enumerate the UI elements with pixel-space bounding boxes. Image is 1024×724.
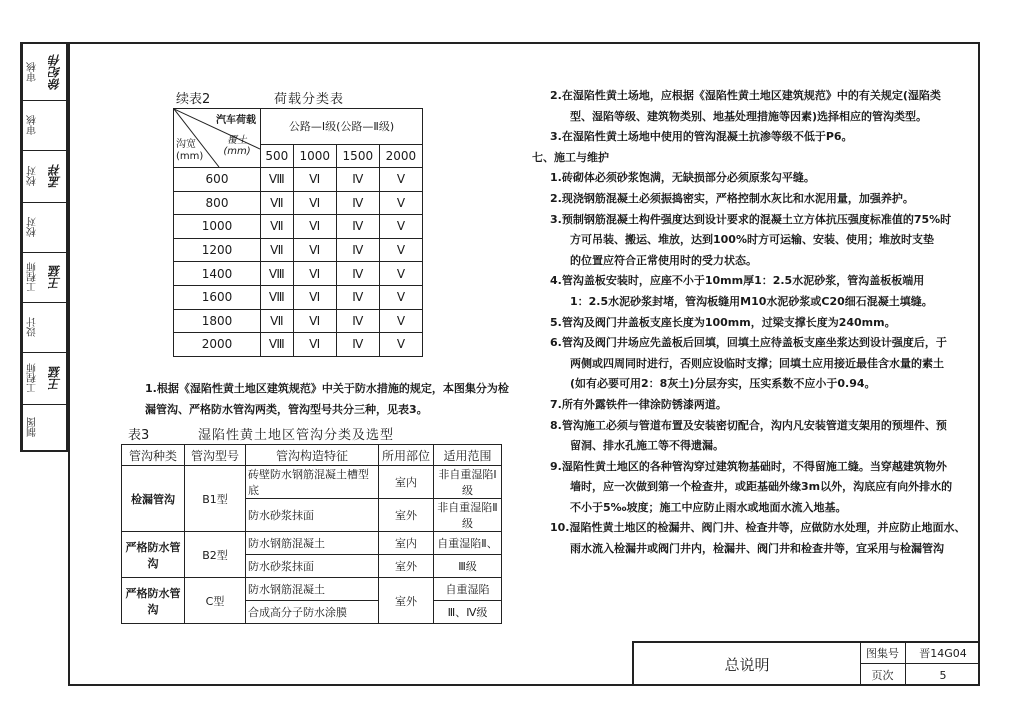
class-cell: Ⅴ <box>379 191 422 215</box>
class-cell: Ⅴ <box>379 285 422 309</box>
table-row <box>174 333 423 357</box>
table-row <box>174 168 423 192</box>
table3-prefix: 表3 <box>128 428 150 443</box>
signature-sidebar <box>20 42 68 452</box>
signature <box>43 302 66 352</box>
sidebar-row <box>22 44 66 101</box>
note-1: 1.根据《湿陷性黄土地区建筑规范》中关于防水措施的规定，本图集分为检漏管沟、严格防水管沟两类，管沟型号共分三种，见表3。 <box>145 382 509 416</box>
trench-location: 室外 <box>379 555 434 578</box>
trench-type: 检漏管沟 <box>122 466 185 532</box>
table2-corner-cell <box>174 109 261 168</box>
table-row <box>174 238 423 262</box>
cover-500: 500 <box>261 144 294 167</box>
class-cell: Ⅵ <box>293 168 336 192</box>
trench-range: Ⅲ级 <box>434 555 502 578</box>
width-cell: 1000 <box>174 215 261 239</box>
cover-1500: 1500 <box>336 144 379 167</box>
signature <box>43 202 66 252</box>
trench-type: 严格防水管沟 <box>122 532 185 578</box>
header-load: 汽车荷载 <box>216 115 256 126</box>
signature: 孟祥 <box>48 164 62 188</box>
trench-type: 严格防水管沟 <box>122 578 185 624</box>
note-line: 2.现浇钢筋混凝土必须振捣密实，严格控制水灰比和水泥用量，加强养护。 <box>550 191 914 205</box>
class-cell: Ⅴ <box>379 238 422 262</box>
col-header: 所用部位 <box>379 445 434 466</box>
table2-prefix: 续表2 <box>176 92 211 107</box>
col-header: 管沟型号 <box>185 445 246 466</box>
class-cell: Ⅴ <box>379 333 422 357</box>
class-cell: Ⅳ <box>336 309 379 333</box>
title-block <box>632 641 980 686</box>
note-line: 3.预制钢筋混凝土构件强度达到设计要求的混凝土立方体抗压强度标准值的75%时 <box>550 212 952 226</box>
class-cell: Ⅵ <box>293 333 336 357</box>
class-cell: Ⅴ <box>379 309 422 333</box>
note-line: 不小于5‰坡度；施工中应防止雨水或地面水流入地基。 <box>570 500 847 514</box>
class-cell: Ⅳ <box>336 168 379 192</box>
trench-range: 自重湿陷 <box>434 578 502 601</box>
table-row <box>122 466 502 499</box>
sidebar-row <box>22 150 66 203</box>
page-number-label: 页次 <box>860 664 906 686</box>
note-line: (如有必要可用2：8灰土)分层夯实，压实系数不应小于0.94。 <box>570 377 876 391</box>
class-cell: Ⅳ <box>336 285 379 309</box>
class-cell: Ⅵ <box>293 215 336 239</box>
trench-model: B2型 <box>185 532 246 578</box>
page-number-value: 5 <box>939 668 947 682</box>
class-cell: Ⅶ <box>261 238 294 262</box>
drawing-title: 总说明 <box>634 643 861 686</box>
trench-model: B1型 <box>185 466 246 532</box>
trench-feature: 砖壁防水钢筋混凝土槽型底 <box>246 466 379 499</box>
class-cell: Ⅵ <box>293 285 336 309</box>
sidebar-label: 校对 <box>22 150 43 202</box>
table-row <box>122 578 502 601</box>
sidebar-label: 工程师 <box>22 252 43 302</box>
col-header: 管沟种类 <box>122 445 185 466</box>
trench-location: 室外 <box>379 499 434 532</box>
class-cell: Ⅵ <box>293 238 336 262</box>
note-line: 的位置应符合正常使用时的受力状态。 <box>570 253 757 267</box>
signature <box>43 100 66 150</box>
signature: 王猛 <box>48 366 62 390</box>
note-line: 1.砖砌体必须砂浆饱满，无缺损部分必须原浆勾平缝。 <box>550 171 815 185</box>
width-cell: 800 <box>174 191 261 215</box>
trench-feature: 防水砂浆抹面 <box>246 555 379 578</box>
trench-classification-table <box>121 444 502 624</box>
sidebar-label: 工程师 <box>22 352 43 404</box>
class-cell: Ⅶ <box>261 191 294 215</box>
class-cell: Ⅷ <box>261 285 294 309</box>
sidebar-row <box>22 302 66 353</box>
trench-feature: 合成高分子防水涂膜 <box>246 601 379 624</box>
sidebar-label: 制图 <box>22 404 43 450</box>
note-line: 3.在湿陷性黄土场地中使用的管沟混凝土抗渗等级不低于P6。 <box>550 130 853 144</box>
class-cell: Ⅳ <box>336 191 379 215</box>
note-line: 8.管沟施工必须与管道布置及安装密切配合，沟内凡安装管道支架用的预埋件、预 <box>550 418 947 432</box>
table2-title: 荷载分类表 <box>274 92 345 107</box>
class-cell: Ⅳ <box>336 215 379 239</box>
class-cell: Ⅴ <box>379 168 422 192</box>
sidebar-label: 审核 <box>22 44 43 100</box>
note-line: 6.管沟及阀门井场应先盖板后回填，回填土应待盖板支座坐浆达到设计强度后，于 <box>550 336 947 350</box>
class-cell: Ⅳ <box>336 262 379 286</box>
atlas-number-label: 图集号 <box>860 643 906 664</box>
class-cell: Ⅴ <box>379 262 422 286</box>
class-cell: Ⅷ <box>261 262 294 286</box>
class-cell: Ⅵ <box>293 309 336 333</box>
width-cell: 1600 <box>174 285 261 309</box>
width-cell: 1400 <box>174 262 261 286</box>
trench-range: 非自重湿陷Ⅰ级 <box>434 466 502 499</box>
trench-location: 室内 <box>379 466 434 499</box>
width-cell: 2000 <box>174 333 261 357</box>
class-cell: Ⅳ <box>336 333 379 357</box>
trench-location: 室外 <box>379 578 434 624</box>
table-row <box>174 309 423 333</box>
trench-model: C型 <box>185 578 246 624</box>
trench-range: 非自重湿陷Ⅱ级 <box>434 499 502 532</box>
class-cell: Ⅷ <box>261 168 294 192</box>
sidebar-row <box>22 100 66 151</box>
trench-feature: 防水钢筋混凝土 <box>246 532 379 555</box>
load-classification-table <box>173 108 423 357</box>
note-line: 墙时，应一次做到第一个检查井，或距基础外缘3m以外，沟底应有向外排水的 <box>570 480 953 494</box>
cover-2000: 2000 <box>379 144 422 167</box>
note-line: 留洞、排水孔施工等不得遗漏。 <box>570 439 724 453</box>
class-cell: Ⅶ <box>261 215 294 239</box>
table-header-row <box>122 445 502 466</box>
table-row <box>174 191 423 215</box>
col-header: 管沟构造特征 <box>246 445 379 466</box>
note-line: 4.管沟盖板安装时，应座不小于10mm厚1：2.5水泥砂浆，管沟盖板板端用 <box>550 274 925 288</box>
sidebar-row <box>22 404 66 450</box>
cover-1000: 1000 <box>293 144 336 167</box>
sidebar-label: 校对 <box>22 202 43 252</box>
class-cell: Ⅶ <box>261 309 294 333</box>
sidebar-label: 设计 <box>22 302 43 352</box>
header-width: 沟宽(mm) <box>176 139 204 162</box>
note-line: 7.所有外露铁件一律涂防锈漆两道。 <box>550 397 727 411</box>
class-cell: Ⅵ <box>293 262 336 286</box>
note-line: 1：2.5水泥砂浆封堵，管沟板缝用M10水泥砂浆或C20细石混凝土填缝。 <box>570 294 933 308</box>
sidebar-row <box>22 202 66 253</box>
note-line: 5.管沟及阀门井盖板支座长度为100mm，过梁支撑长度为240mm。 <box>550 315 896 329</box>
signature: 徐纪伟 <box>48 54 62 90</box>
sidebar-row <box>22 352 66 405</box>
class-cell: Ⅵ <box>293 191 336 215</box>
trench-feature: 防水砂浆抹面 <box>246 499 379 532</box>
class-cell: Ⅳ <box>336 238 379 262</box>
note-line: 雨水流入检漏井或阀门井内，检漏井、阀门井和检查井等，宜采用与检漏管沟 <box>570 542 944 556</box>
header-cover: 覆土(mm) <box>223 135 251 157</box>
note-line: 型、湿陷等级、建筑物类别、地基处理措施等因素)选择相应的管沟类型。 <box>570 109 928 123</box>
section-heading: 七、施工与维护 <box>532 150 609 164</box>
note-line: 2.在湿陷性黄土场地，应根据《湿陷性黄土地区建筑规范》中的有关规定(湿陷类 <box>550 89 941 102</box>
signature <box>43 404 66 450</box>
header-road: 公路—Ⅰ级(公路—Ⅱ级) <box>261 109 423 145</box>
width-cell: 1200 <box>174 238 261 262</box>
trench-range: 自重湿陷Ⅱ、 <box>434 532 502 555</box>
atlas-number-value: 晋14G04 <box>906 643 980 664</box>
trench-location: 室内 <box>379 532 434 555</box>
signature: 王猛 <box>48 265 62 289</box>
class-cell: Ⅷ <box>261 333 294 357</box>
table-row <box>174 285 423 309</box>
note-line: 9.湿陷性黄土地区的各种管沟穿过建筑物基础时，不得留施工缝。当穿越建筑物外 <box>550 459 947 473</box>
table3-title: 湿陷性黄土地区管沟分类及选型 <box>198 428 395 443</box>
table-row <box>174 215 423 239</box>
class-cell: Ⅴ <box>379 215 422 239</box>
trench-range: Ⅲ、Ⅳ级 <box>434 601 502 624</box>
note-line: 两侧或四周同时进行，否则应设临时支撑；回填土应用接近最佳含水量的素土 <box>570 356 944 370</box>
width-cell: 600 <box>174 168 261 192</box>
table-row <box>174 262 423 286</box>
sidebar-label: 审核 <box>22 100 43 150</box>
general-notes <box>532 86 970 560</box>
note-line: 10.湿陷性黄土地区的检漏井、阀门井、检查井等，应做防水处理，并应防止地面水、 <box>550 521 966 535</box>
trench-feature: 防水钢筋混凝土 <box>246 578 379 601</box>
col-header: 适用范围 <box>434 445 502 466</box>
width-cell: 1800 <box>174 309 261 333</box>
sidebar-row <box>22 252 66 303</box>
table-row <box>122 532 502 555</box>
note-line: 方可吊装、搬运、堆放，达到100%时方可运输、安装、使用；堆放时支垫 <box>570 233 934 247</box>
